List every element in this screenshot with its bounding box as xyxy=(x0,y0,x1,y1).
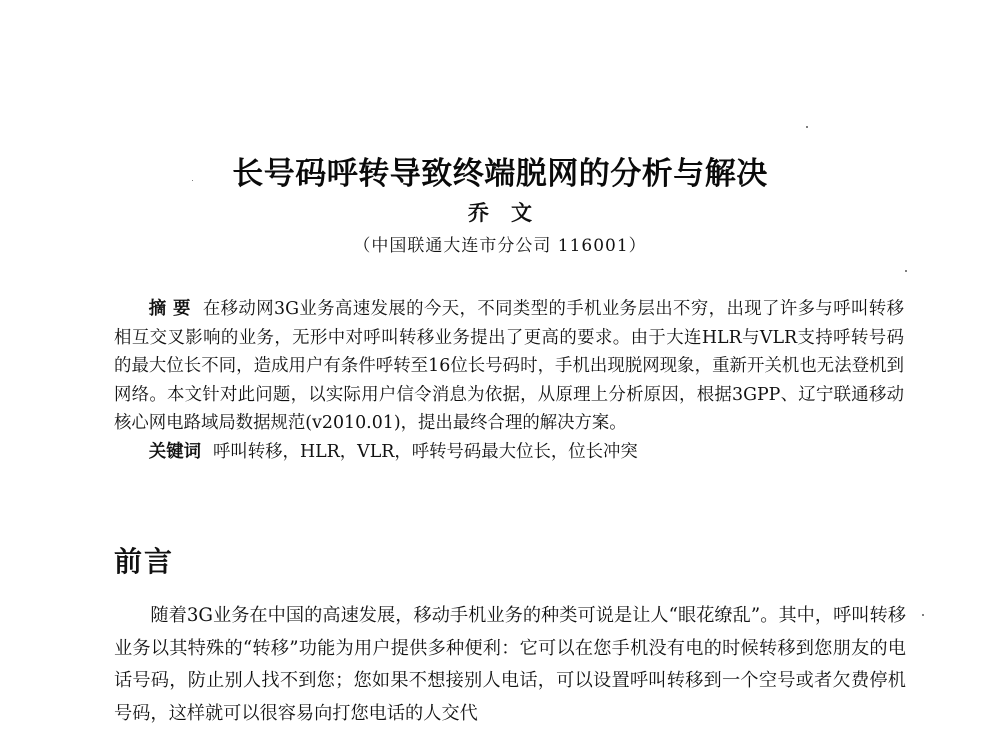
abstract-label: 摘 要 xyxy=(148,299,191,319)
keywords-label: 关键词 xyxy=(148,441,201,462)
paper-title: 长号码呼转导致终端脱网的分析与解决 xyxy=(232,156,768,192)
abstract-block xyxy=(114,295,904,466)
keywords-line xyxy=(114,438,904,467)
section-body xyxy=(114,600,906,730)
paper-affiliation: （中国联通大连市分公司 116001） xyxy=(353,236,647,256)
abstract-text: 在移动网3G业务高速发展的今天，不同类型的手机业务层出不穷，出现了许多与呼叫转移相互交叉影响的业务，无形中对呼叫转移业务提出了更高的要求。由于大连HLR与VLR支持呼转号码的最大位长不同，造成用户有条件呼转至16位长号码时，手机出现脱网现象，重新开关机也无法登机到网络。本文针对此问题，以实际用户信令消息为依据，从原理上分析原因，根据3GPP、辽宁联通移动核心网电路域局数据规范(v2010.01)，提出最终合理的解决方案。 xyxy=(114,299,904,433)
scan-speck xyxy=(905,270,907,272)
keywords-text: 呼叫转移，HLR，VLR，呼转号码最大位长，位长冲突 xyxy=(212,441,638,462)
paper-author: 乔文 xyxy=(468,200,554,225)
scan-speck xyxy=(922,614,924,616)
scan-speck xyxy=(192,180,193,181)
abstract-paragraph xyxy=(114,295,904,438)
section-paragraph: 随着3G业务在中国的高速发展，移动手机业务的种类可说是让人“眼花缭乱”。其中，呼叫转移业务以其特殊的“转移”功能为用户提供多种便利：它可以在您手机没有电的时候转移到您朋友的电话号码，防止别人找不到您；您如果不想接别人电话，可以设置呼叫转移到一个空号或者欠费停机号码，这样就可以很容易向打您电话的人交代 xyxy=(114,605,906,724)
section-heading: 前言 xyxy=(114,545,175,578)
scan-speck xyxy=(806,126,808,128)
